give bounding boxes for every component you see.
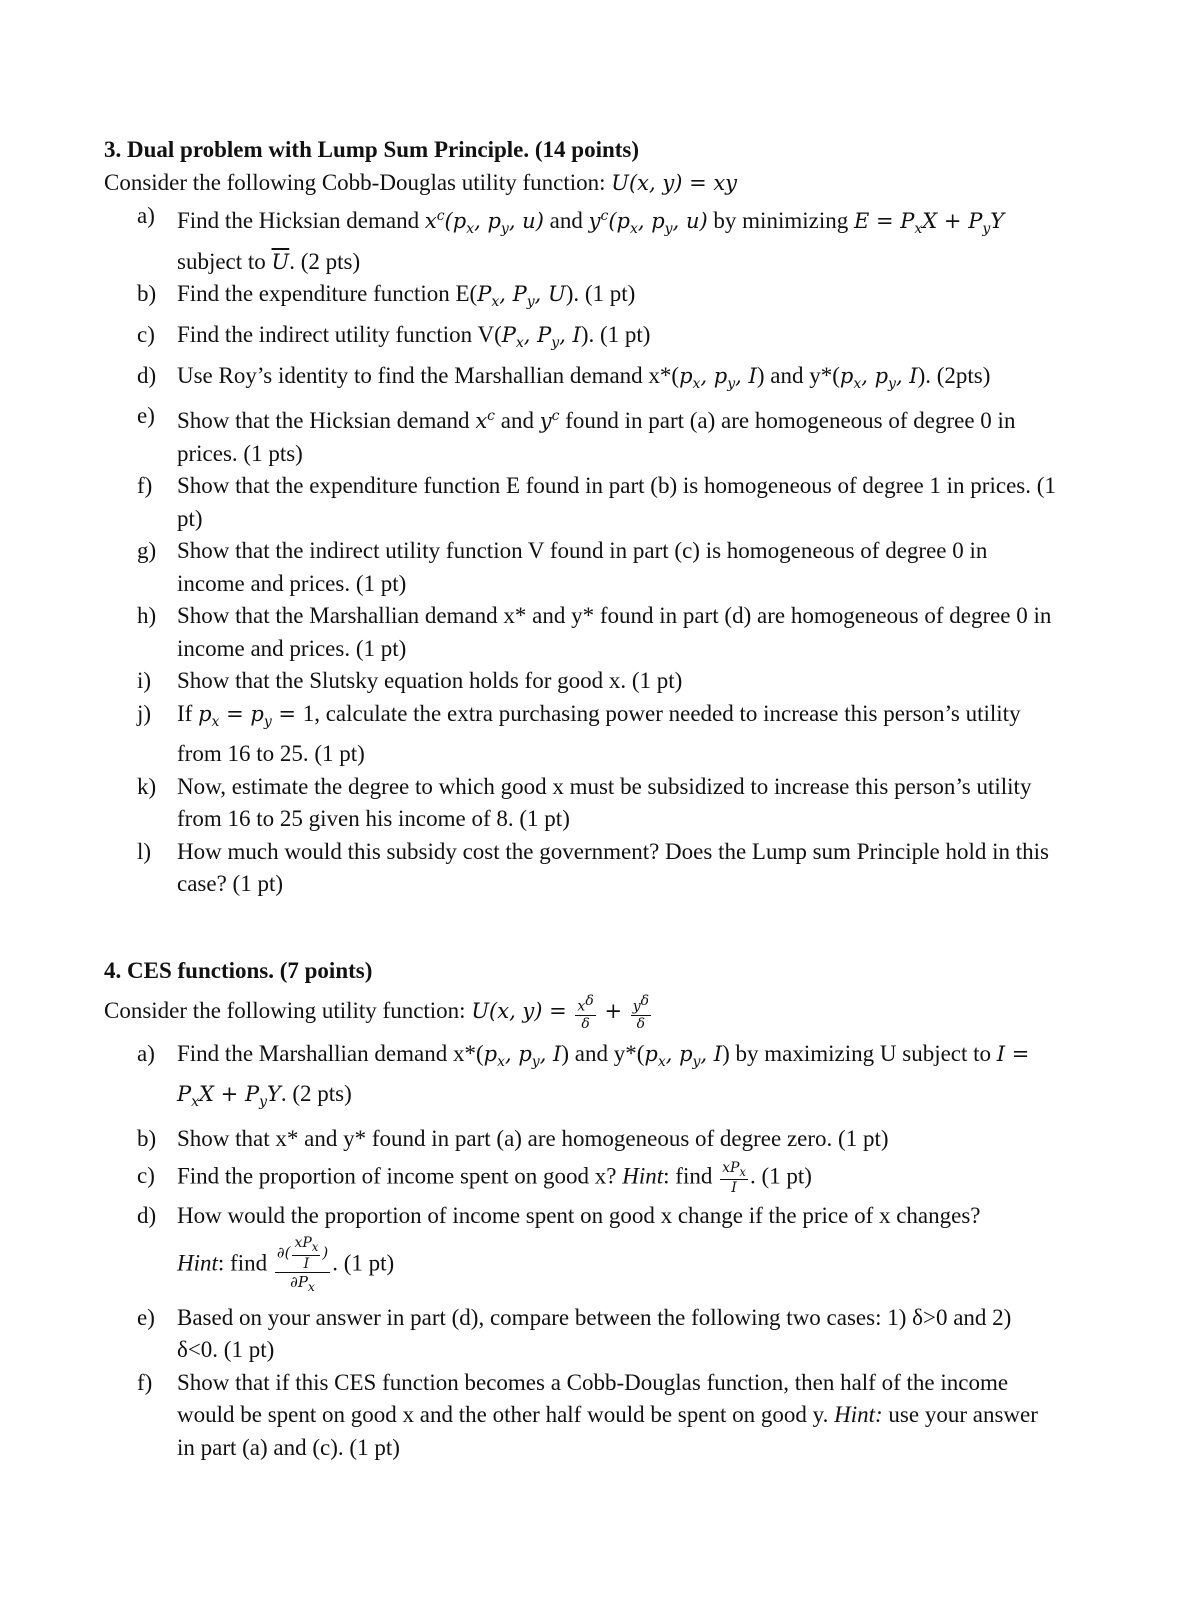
question-label: b) xyxy=(137,281,157,307)
question-label: a) xyxy=(137,203,155,228)
question-label: f) xyxy=(137,473,153,499)
question-label: c) xyxy=(137,321,155,347)
section-4-intro-formula: U(x, y) = $\frac{x^\delta}{\delta}$ + $\frac{y^\delta}{\delta}$ xyxy=(471,993,650,1032)
section-4 xyxy=(104,955,1104,1464)
question-3h xyxy=(104,600,1057,665)
question-3f xyxy=(104,470,1057,535)
section-4-heading: 4. CES functions. (7 points) xyxy=(104,958,373,983)
question-label: d) xyxy=(137,1203,157,1229)
question-3k-text: Now, estimate the degree to which good x must be subsidized to increase this person’s utility from 16 to 25 given his income of 8. (1 pt) xyxy=(177,773,1032,832)
section-3-heading: 3. Dual problem with Lump Sum Principle. (14 points) xyxy=(104,137,640,162)
section-3-intro-formula: U(x, y) = xy xyxy=(611,171,738,195)
question-4f: f) Show that if this CES function becomes a Cobb-Douglas function, then half of the income would be spent on good x and the other half would be spent on good y. Hint: use your answer in part (a) and (c). (1 pt) xyxy=(104,1367,1057,1465)
question-label: a) xyxy=(137,1040,155,1066)
question-4b-text: Show that x* and y* found in part (a) are homogeneous of degree zero. (1 pt) xyxy=(177,1126,889,1152)
question-3i xyxy=(104,665,1057,698)
question-label: c) xyxy=(137,1162,155,1188)
section-3 xyxy=(104,134,1104,901)
question-4a: a) Find the Marshallian demand $x*(p_x$, $p_y$, I) and $y*(p_x$, $p_y$, I) by maximizing U subject to $I = P_xX + P_yY$. (2 pts) xyxy=(104,1038,1057,1119)
question-3h-text: Show that the Marshallian demand x* and y* found in part (d) are homogeneous of degree 0 in income and prices. (1 pt) xyxy=(177,603,1052,661)
question-label: d) xyxy=(137,362,157,388)
question-label: h) xyxy=(137,603,157,629)
question-label: f) xyxy=(137,1369,153,1395)
question-3j: j) If $p_x = p_y = 1$, calculate the extra purchasing power needed to increase this person’s utility from 16 to 25. (1 pt) xyxy=(104,698,1057,771)
question-4d: d) How would the proportion of income spent on good x change if the price of x changes? Hint: find ∂( $\frac{xP_x}{I}$ ) $\partial P_x$ . (1 pt) xyxy=(104,1200,1057,1295)
section-4-question-list xyxy=(104,1038,1104,1464)
section-3-question-list xyxy=(104,200,1104,901)
question-label: j) xyxy=(137,700,152,726)
question-3l-text: How much would this subsidy cost the government? Does the Lump sum Principle hold in this case? (1 pt) xyxy=(177,838,1050,897)
question-4e xyxy=(104,1302,1057,1367)
question-4c: c) Find the proportion of income spent on good x? Hint: find $\frac{xP_x}{I}$ . (1 pt) xyxy=(137,1159,812,1197)
question-3e: e) Show that the Hicksian demand $x^c$ and $y^c$ found in part (a) are homogeneous of degree 0 in prices. (1 pts) xyxy=(104,400,1057,470)
section-4-intro xyxy=(104,993,1104,1032)
question-4e-text: Based on your answer in part (d), compare between the following two cases: 1) δ>0 and 2) δ<0. (1 pt) xyxy=(177,1304,1012,1363)
question-label: e) xyxy=(137,1304,155,1330)
question-3f-text: Show that the expenditure function E found in part (b) is homogeneous of degree 1 in prices. (1 pt) xyxy=(177,473,1056,531)
question-3g-text: Show that the indirect utility function V found in part (c) is homogeneous of degree 0 in income and prices. (1 pt) xyxy=(177,538,988,596)
question-3l xyxy=(104,836,1057,901)
question-3c: c) Find the indirect utility function $V(P_x$, $P_y$, I). (1 pt) xyxy=(104,319,1057,360)
question-label: g) xyxy=(137,538,157,564)
question-3d: d) Use Roy’s identity to find the Marshallian demand $x*(p_x$, $p_y$, I) and $y*(p_x$, $p_y$, I). (2pts) xyxy=(104,360,1057,401)
question-3b: b) Find the expenditure function $E(P_x$, $P_y$, U). (1 pt) xyxy=(104,278,1057,319)
question-3g xyxy=(104,535,1057,600)
question-label: e) xyxy=(137,403,155,429)
question-3a: a) Find the Hicksian demand $x^c(p_x$, $p_y$, u) and $y^c(p_x$, $p_y$, u) by minimizing $E = P_xX + P_yY$ subject to $\overline{U}$. (2 pts) xyxy=(104,200,1057,278)
question-label: l) xyxy=(137,838,152,864)
question-label: b) xyxy=(137,1126,157,1152)
question-label: i) xyxy=(137,668,152,694)
section-4-intro-text: Consider the following utility function: xyxy=(104,997,466,1023)
question-3i-text: Show that the Slutsky equation holds for good x. (1 pt) xyxy=(177,668,683,694)
question-4b xyxy=(104,1123,1057,1156)
question-3k xyxy=(104,771,1057,836)
question-label: k) xyxy=(137,773,157,799)
section-3-intro xyxy=(104,166,1104,200)
section-3-intro-text: Consider the following Cobb-Douglas utility function: xyxy=(104,170,606,195)
